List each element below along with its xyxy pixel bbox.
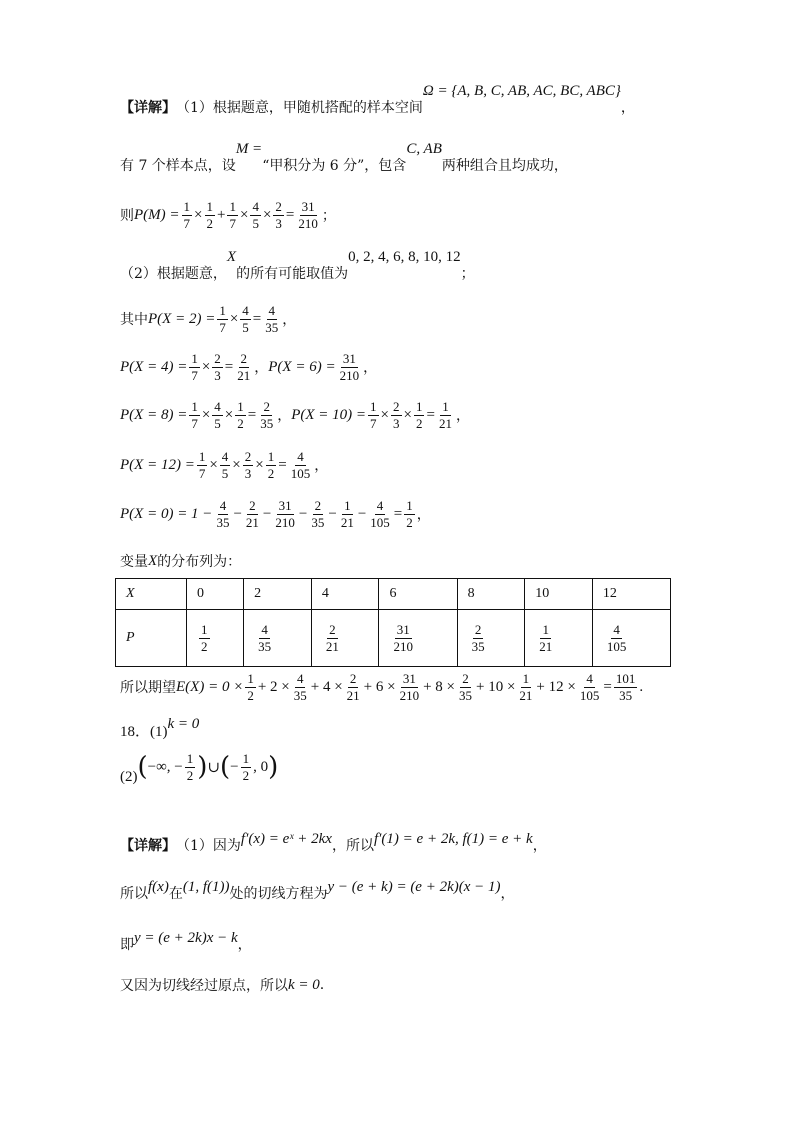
solution-line-2 <box>120 140 568 175</box>
text: （1）根据题意，甲随机搭配的样本空间 <box>176 100 423 116</box>
expectation-line: 所以期望 E(X) = 0 × $\frac{1}{2}$ + 2 × $\frac{4}{35}$ + 4 × $\frac{2}{21}$ + 6 × $\frac{31}{210}$ + 8 × $\frac{2}{35}$ + 10 × $\frac{1}{21}$ + 12 × $\frac{4}{105}$ = $\frac{101}{35}$ . <box>120 671 644 703</box>
text: ， <box>532 838 547 854</box>
text: 又因为切线经过原点，所以 <box>120 978 288 994</box>
math: , 0 <box>253 758 269 775</box>
solution-18-line-1 <box>120 830 547 855</box>
table-cell: X <box>116 579 187 610</box>
math: X <box>148 552 158 569</box>
table-cell: 6 <box>379 579 457 610</box>
table-cell: $\frac{1}{21}$ <box>525 610 593 667</box>
solution-line-4 <box>120 248 475 283</box>
text: 的分布列为： <box>157 554 242 570</box>
table-row <box>116 579 671 610</box>
text: 即 <box>120 937 134 953</box>
table-cell: 0 <box>187 579 244 610</box>
math: M = <box>235 140 263 157</box>
text: ，所以 <box>331 838 374 854</box>
text: 所以期望 <box>120 680 176 697</box>
sample-space: Ω = {A, B, C, AB, AC, BC, ABC} <box>422 82 621 99</box>
p-x-0-line: P(X = 0) = 1 − $\frac{4}{35}$ − $\frac{2}{21}$ − $\frac{31}{210}$ − $\frac{2}{35}$ − $\frac{1}{21}$ − $\frac{4}{105}$ = $\frac{1}{2}$ ， <box>120 498 431 530</box>
text: ； <box>321 208 336 225</box>
math: − <box>230 758 239 775</box>
text: 所以 <box>120 886 148 902</box>
text: （2）根据题意， <box>120 266 227 282</box>
text: 的所有可能取值为 <box>236 266 349 282</box>
table-cell: $\frac{2}{21}$ <box>311 610 379 667</box>
text: ， <box>455 408 470 425</box>
solution-18-line-3 <box>120 929 252 954</box>
math: f′(x) = eˣ + 2kx <box>240 830 332 847</box>
probability-m-line: 则 P(M) = $\frac{1}{7}$ × $\frac{1}{2}$ + $\frac{1}{7}$ × $\frac{4}{5}$ × $\frac{2}{3}$ = $\frac{31}{210}$ ； <box>120 199 336 231</box>
solution-18-line-2 <box>120 878 515 903</box>
math: P(X = 10) = <box>291 406 367 423</box>
text: 在 <box>168 886 183 902</box>
text: ， <box>282 312 297 329</box>
solution-18-line-4 <box>120 975 324 995</box>
values: 0, 2, 4, 6, 8, 10, 12 <box>348 248 461 265</box>
table-cell: P <box>116 610 187 667</box>
math: y = (e + 2k)x − k <box>134 929 238 946</box>
table-cell: 10 <box>525 579 593 610</box>
math: X <box>226 248 237 265</box>
math: −∞, − <box>147 758 183 775</box>
math: (1, f(1)) <box>182 878 230 895</box>
solution-line-1 <box>120 82 635 117</box>
text: ， <box>314 458 329 475</box>
p-x-4-6-line: P(X = 4) = $\frac{1}{7}$ × $\frac{2}{3}$ = $\frac{2}{21}$ ， P(X = 6) = $\frac{31}{210}$ ， <box>120 351 378 383</box>
text: 其中 <box>120 312 148 329</box>
text: . <box>319 977 325 993</box>
table-cell: 2 <box>244 579 312 610</box>
distribution-intro <box>120 551 241 571</box>
table-cell: $\frac{31}{210}$ <box>379 610 457 667</box>
math: k = 0 <box>288 976 320 993</box>
math: f(x) <box>148 878 169 895</box>
table-cell: 12 <box>592 579 670 610</box>
text: 有 7 个样本点，设 <box>120 158 236 174</box>
math: k = 0 <box>167 716 200 732</box>
text: 两种组合且均成功， <box>441 158 568 174</box>
answer-18-1 <box>120 716 200 741</box>
text: 处的切线方程为 <box>229 886 328 902</box>
text: 18．(1) <box>120 724 168 740</box>
distribution-table <box>115 578 671 667</box>
table-cell: $\frac{4}{35}$ <box>244 610 312 667</box>
math: P(X = 6) = <box>268 358 336 375</box>
text: ， <box>277 408 292 425</box>
text: ， <box>363 360 378 377</box>
table-row <box>116 610 671 667</box>
text: ， <box>254 360 269 377</box>
text: (2) <box>120 768 138 785</box>
table-cell: $\frac{4}{105}$ <box>592 610 670 667</box>
math: P(X = 0) = 1 − <box>120 505 213 522</box>
table-cell: 4 <box>311 579 379 610</box>
text: ， <box>620 100 635 116</box>
detail-label: 【详解】 <box>120 100 176 116</box>
text: 则 <box>120 208 134 225</box>
answer-18-2: (2) ( −∞, − $\frac{1}{2}$ ) ∪ ( − $\frac{1}{2}$ , 0 ) <box>120 751 279 785</box>
math: P(X = 2) = <box>148 310 216 327</box>
math: E(X) = 0 × <box>176 678 244 695</box>
table-cell: $\frac{1}{2}$ <box>187 610 244 667</box>
detail-label: 【详解】 <box>120 838 176 854</box>
math: P(X = 12) = <box>120 456 195 473</box>
math: P(M) = <box>134 206 180 223</box>
text: 变量 <box>120 554 148 570</box>
math: C, AB <box>406 140 442 157</box>
text: ， <box>237 937 252 953</box>
text: ， <box>416 507 431 524</box>
math: y − (e + k) = (e + 2k)(x − 1) <box>327 878 501 895</box>
text: ， <box>500 886 515 902</box>
math: f′(1) = e + 2k, f(1) = e + k <box>373 830 533 847</box>
text: “甲积分为 6 分”，包含 <box>262 158 407 174</box>
table-cell: $\frac{2}{35}$ <box>457 610 525 667</box>
math: P(X = 4) = <box>120 358 188 375</box>
text: ； <box>460 266 475 282</box>
text: （1）因为 <box>176 838 241 854</box>
math: P(X = 8) = <box>120 406 188 423</box>
p-x-12-line: P(X = 12) = $\frac{1}{7}$ × $\frac{4}{5}$ × $\frac{2}{3}$ × $\frac{1}{2}$ = $\frac{4}{105}$ ， <box>120 449 329 481</box>
p-x-8-10-line: P(X = 8) = $\frac{1}{7}$ × $\frac{4}{5}$ × $\frac{1}{2}$ = $\frac{2}{35}$ ， P(X = 10) = $\frac{1}{7}$ × $\frac{2}{3}$ × $\frac{1}{2}$ = $\frac{1}{21}$ ， <box>120 399 470 431</box>
math: ∪ <box>207 759 221 776</box>
p-x-2-line: 其中 P(X = 2) = $\frac{1}{7}$ × $\frac{4}{5}$ = $\frac{4}{35}$ ， <box>120 303 297 335</box>
table-cell: 8 <box>457 579 525 610</box>
